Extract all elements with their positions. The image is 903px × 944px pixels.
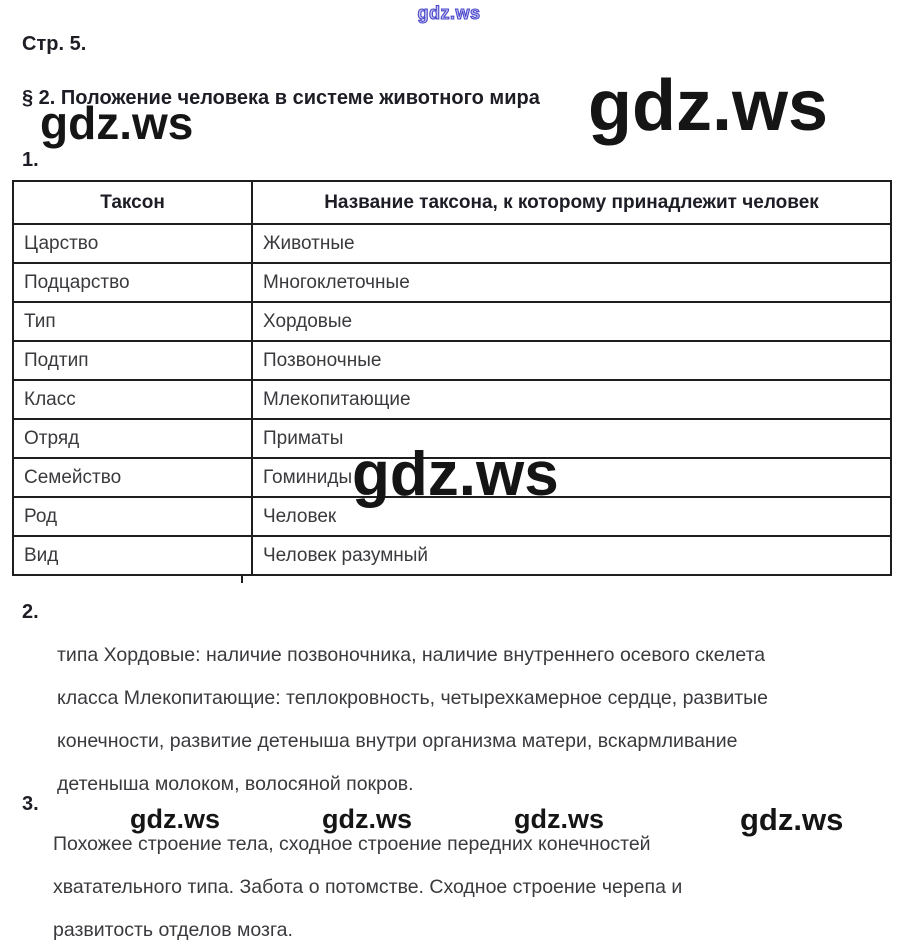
answer-3-line: хватательного типа. Забота о потомстве. Сходное строение черепа и xyxy=(53,876,683,898)
taxon-cell: Подцарство xyxy=(13,263,252,302)
answer-2-line: типа Хордовые: наличие позвоночника, наличие внутреннего осевого скелета xyxy=(57,644,766,666)
answer-2-line: детеныша молоком, волосяной покров. xyxy=(57,773,414,795)
table-row xyxy=(13,341,891,380)
section-heading: § 2. Положение человека в системе животного мира xyxy=(22,87,540,109)
name-cell: Приматы xyxy=(252,419,891,458)
name-cell: Человек разумный xyxy=(252,536,891,575)
page-number-label: Стр. 5. xyxy=(22,33,87,55)
answer-2-line: класса Млекопитающие: теплокровность, четырехкамерное сердце, развитые xyxy=(57,687,769,709)
taxon-cell: Тип xyxy=(13,302,252,341)
question-1-label: 1. xyxy=(22,149,39,171)
taxon-cell: Отряд xyxy=(13,419,252,458)
table-row xyxy=(13,380,891,419)
watermark-gdzws-top-blue: gdz.ws xyxy=(417,3,481,23)
name-cell: Позвоночные xyxy=(252,341,891,380)
answer-3-line: развитость отделов мозга. xyxy=(53,919,293,941)
name-cell: Многоклеточные xyxy=(252,263,891,302)
name-cell: Гоминиды xyxy=(252,458,891,497)
taxon-cell: Класс xyxy=(13,380,252,419)
answer-2-line: конечности, развитие детеныша внутри организма матери, вскармливание xyxy=(57,730,738,752)
taxon-cell: Род xyxy=(13,497,252,536)
taxon-cell: Семейство xyxy=(13,458,252,497)
question-2-label: 2. xyxy=(22,601,39,623)
answer-3-line: Похожее строение тела, сходное строение передних конечностей xyxy=(53,833,651,855)
taxon-cell: Царство xyxy=(13,224,252,263)
watermark-gdzws-row-4: gdz.ws xyxy=(740,802,844,837)
question-3-label: 3. xyxy=(22,793,39,815)
watermark-gdzws-row-2: gdz.ws xyxy=(322,804,413,834)
taxon-cell: Вид xyxy=(13,536,252,575)
taxon-cell: Подтип xyxy=(13,341,252,380)
name-cell: Человек xyxy=(252,497,891,536)
table-row xyxy=(13,224,891,263)
table-header-taxon: Таксон xyxy=(13,181,252,224)
name-cell: Хордовые xyxy=(252,302,891,341)
table-row xyxy=(13,536,891,575)
table-row xyxy=(13,302,891,341)
taxonomy-table xyxy=(12,180,892,576)
answer-3-paragraph xyxy=(53,823,682,944)
table-header-row xyxy=(13,181,891,224)
name-cell: Млекопитающие xyxy=(252,380,891,419)
watermark-gdzws-table: gdz.ws xyxy=(352,440,559,509)
watermark-gdzws-row-1: gdz.ws xyxy=(130,804,221,834)
table-row xyxy=(13,263,891,302)
watermark-gdzws-left: gdz.ws xyxy=(40,97,194,149)
watermark-gdzws-row-3: gdz.ws xyxy=(514,804,605,834)
table-header-name: Название таксона, к которому принадлежит человек xyxy=(252,181,891,224)
answer-2-paragraph xyxy=(57,634,768,806)
name-cell: Животные xyxy=(252,224,891,263)
watermark-gdzws-right-large: gdz.ws xyxy=(588,66,829,146)
